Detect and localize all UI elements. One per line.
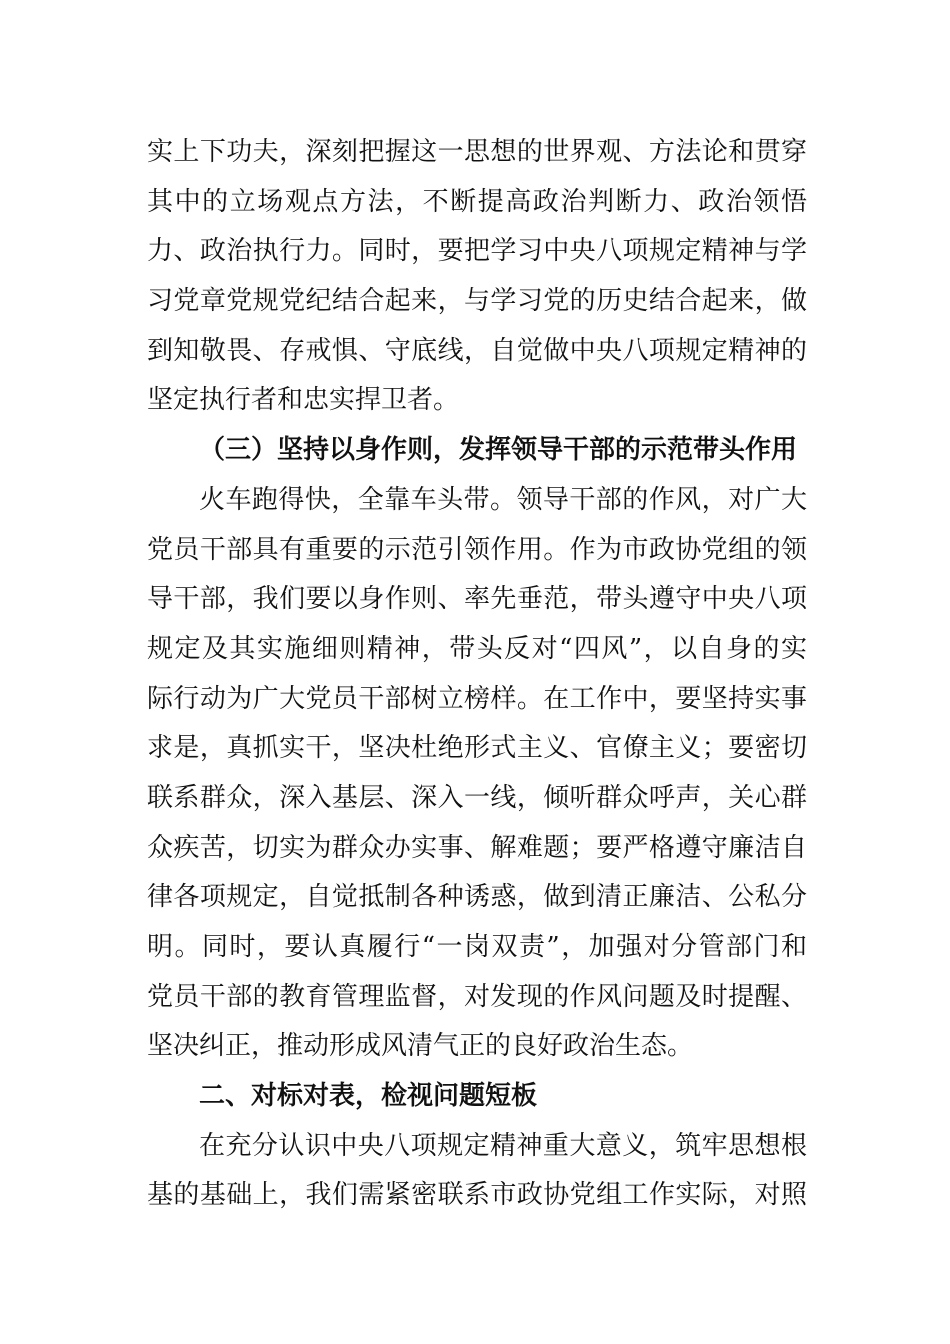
section-heading-3: （三）坚持以身作则，发挥领导干部的示范带头作用 xyxy=(199,435,798,466)
document-body xyxy=(147,128,807,1221)
body-line: 律各项规定，自觉抵制各种诱惑，做到清正廉洁、公私分 xyxy=(147,882,807,913)
body-line: 求是，真抓实干，坚决杜绝形式主义、官僚主义；要密切 xyxy=(147,733,807,764)
body-line: 众疾苦，切实为群众办实事、解难题；要严格遵守廉洁自 xyxy=(147,832,807,863)
body-line: 规定及其实施细则精神，带头反对“四风”，以自身的实 xyxy=(147,633,807,664)
paragraph-first-line: 在充分认识中央八项规定精神重大意义，筑牢思想根 xyxy=(199,1130,807,1161)
body-line: 党员干部具有重要的示范引领作用。作为市政协党组的领 xyxy=(147,534,807,565)
body-line: 习党章党规党纪结合起来，与学习党的历史结合起来，做 xyxy=(147,286,807,317)
section-heading-2: 二、对标对表，检视问题短板 xyxy=(199,1081,538,1112)
body-line: 党员干部的教育管理监督，对发现的作风问题及时提醒、 xyxy=(147,981,807,1012)
body-line: 实上下功夫，深刻把握这一思想的世界观、方法论和贯穿 xyxy=(147,137,807,167)
paragraph-first-line: 火车跑得快，全靠车头带。领导干部的作风，对广大 xyxy=(199,484,807,515)
body-line: 到知敬畏、存戒惧、守底线，自觉做中央八项规定精神的 xyxy=(147,335,807,366)
body-line: 坚决纠正，推动形成风清气正的良好政治生态。 xyxy=(147,1031,694,1062)
body-line: 基的基础上，我们需紧密联系市政协党组工作实际，对照 xyxy=(147,1180,807,1211)
body-line: 力、政治执行力。同时，要把学习中央八项规定精神与学 xyxy=(147,236,807,267)
body-line: 其中的立场观点方法，不断提高政治判断力、政治领悟 xyxy=(147,186,807,217)
body-line: 坚定执行者和忠实捍卫者。 xyxy=(147,385,460,416)
body-line: 导干部，我们要以身作则、率先垂范，带头遵守中央八项 xyxy=(147,584,807,615)
body-line: 联系群众，深入基层、深入一线，倾听群众呼声，关心群 xyxy=(147,782,807,813)
body-line: 际行动为广大党员干部树立榜样。在工作中，要坚持实事 xyxy=(147,683,807,714)
body-line: 明。同时，要认真履行“一岗双责”，加强对分管部门和 xyxy=(147,932,807,962)
